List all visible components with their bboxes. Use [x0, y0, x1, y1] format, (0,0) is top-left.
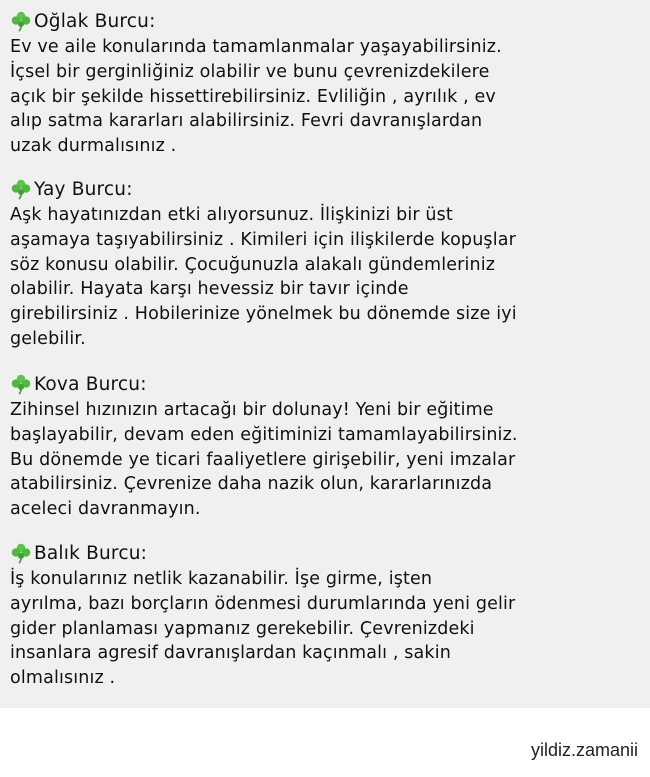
- section-title: Kova Burcu:: [34, 373, 147, 395]
- clover-icon: [10, 178, 32, 200]
- body-line: olabilir. Hayata karşı hevessiz bir tavır içinde: [10, 279, 409, 300]
- section-heading: [10, 8, 642, 34]
- body-line: aşamaya taşıyabilirsiniz . Kimileri için ilişkilerde kopuşlar: [10, 229, 516, 250]
- body-line: uzak durmalısınız .: [10, 136, 177, 157]
- section-kova: [10, 371, 642, 522]
- body-line: olmalısınız .: [10, 668, 116, 689]
- body-line: alıp satma kararları alabilirsiniz. Fevri davranışlardan: [10, 111, 483, 132]
- section-title: Oğlak Burcu:: [34, 10, 156, 32]
- body-line: Aşk hayatınızdan etki alıyorsunuz. İlişkinizi bir üst: [10, 205, 453, 225]
- section-title: Balık Burcu:: [34, 542, 148, 564]
- body-line: İçsel bir gerginliğiniz olabilir ve bunu çevrenizdekilere: [10, 61, 490, 82]
- body-line: gelebilir.: [10, 328, 86, 349]
- section-title: Yay Burcu:: [34, 178, 133, 200]
- body-line: Zihinsel hızınızın artacağı bir dolunay! Yeni bir eğitime: [10, 400, 494, 420]
- section-heading: [10, 540, 642, 566]
- body-line: söz konusu olabilir. Çocuğunuzla alakalı gündemleriniz: [10, 254, 496, 275]
- section-yay: [10, 176, 642, 352]
- clover-icon: [10, 373, 32, 395]
- body-line: insanlara agresif davranışlardan kaçınmalı , sakin: [10, 643, 451, 664]
- section-oglak: [10, 8, 642, 159]
- body-line: gider planlaması yapmanız gerekebilir. Çevrenizdeki: [10, 618, 475, 639]
- body-line: İş konularınız netlik kazanabilir. İşe girme, işten: [10, 569, 433, 589]
- body-line: ayrılma, bazı borçların ödenmesi durumlarında yeni gelir: [10, 593, 516, 614]
- body-line: açık bir şekilde hissettirebilirsiniz. Evliliğin , ayrılık , ev: [10, 86, 496, 107]
- watermark-username: yildiz.zamanii: [530, 740, 638, 760]
- body-line: atabilirsiniz. Çevrenize daha nazik olun, kararlarınızda: [10, 474, 493, 495]
- body-line: Ev ve aile konularında tamamlanmalar yaşayabilirsiniz.: [10, 37, 502, 57]
- body-line: girebilirsiniz . Hobilerinize yönelmek bu dönemde size iyi: [10, 304, 517, 325]
- clover-icon: [10, 10, 32, 32]
- section-heading: [10, 371, 642, 397]
- body-line: aceleci davranmayın.: [10, 499, 201, 520]
- body-line: başlayabilir, devam eden eğitiminizi tamamlayabilirsiniz.: [10, 424, 518, 445]
- section-balik: [10, 540, 642, 691]
- section-heading: [10, 176, 642, 202]
- body-line: Bu dönemde ye ticari faaliyetlere girişebilir, yeni imzalar: [10, 449, 516, 470]
- clover-icon: [10, 542, 32, 564]
